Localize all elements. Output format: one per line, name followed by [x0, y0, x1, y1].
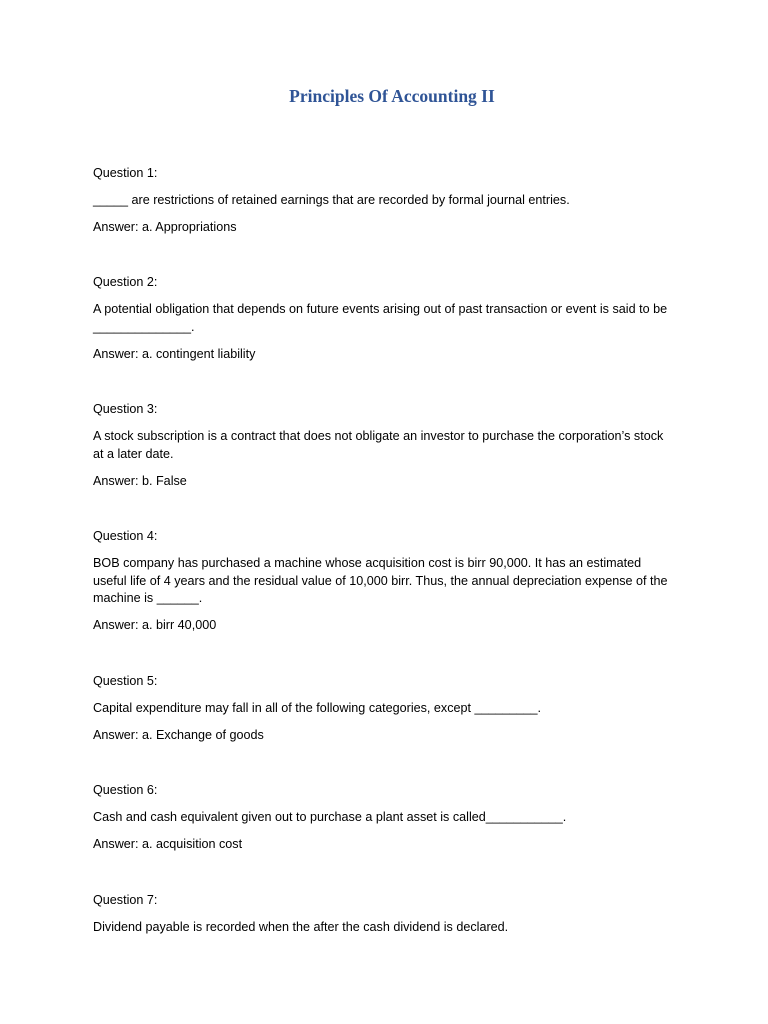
question-label: Question 4:	[93, 529, 158, 543]
question-block-6	[93, 782, 673, 854]
question-block-4	[93, 528, 673, 635]
question-text: Cash and cash equivalent given out to purchase a plant asset is called___________.	[93, 810, 567, 824]
question-text: A stock subscription is a contract that does not obligate an investor to purchase the corporation’s stock at a later date.	[93, 429, 664, 461]
question-label: Question 1:	[93, 166, 158, 180]
question-answer: Answer: a. contingent liability	[93, 346, 256, 361]
question-text: A potential obligation that depends on future events arising out of past transaction or event is said to be ______________.	[93, 302, 668, 334]
question-block-2	[93, 274, 673, 363]
document-title: Principles Of Accounting II	[289, 86, 495, 106]
question-label: Question 5:	[93, 674, 158, 688]
question-label: Question 7:	[93, 893, 158, 907]
question-label: Question 6:	[93, 783, 158, 797]
question-block-5	[93, 673, 673, 745]
question-block-7	[93, 892, 673, 937]
question-answer: Answer: b. False	[93, 473, 187, 488]
question-text: Dividend payable is recorded when the after the cash dividend is declared.	[93, 920, 509, 934]
question-label: Question 2:	[93, 275, 158, 289]
question-answer: Answer: a. Appropriations	[93, 220, 237, 234]
question-label: Question 3:	[93, 402, 158, 416]
question-text: BOB company has purchased a machine whose acquisition cost is birr 90,000. It has an estimated useful life of 4 years and the residual value of 10,000 birr. Thus, the annual depreciation expense of the machine is ______.	[93, 556, 668, 605]
question-text: _____ are restrictions of retained earnings that are recorded by formal journal entries.	[93, 193, 570, 207]
question-block-3	[93, 401, 673, 490]
question-block-1	[93, 165, 673, 237]
question-answer: Answer: a. birr 40,000	[93, 618, 217, 632]
question-answer: Answer: a. acquisition cost	[93, 837, 243, 851]
question-text: Capital expenditure may fall in all of the following categories, except _________.	[93, 701, 542, 715]
question-answer: Answer: a. Exchange of goods	[93, 728, 264, 742]
